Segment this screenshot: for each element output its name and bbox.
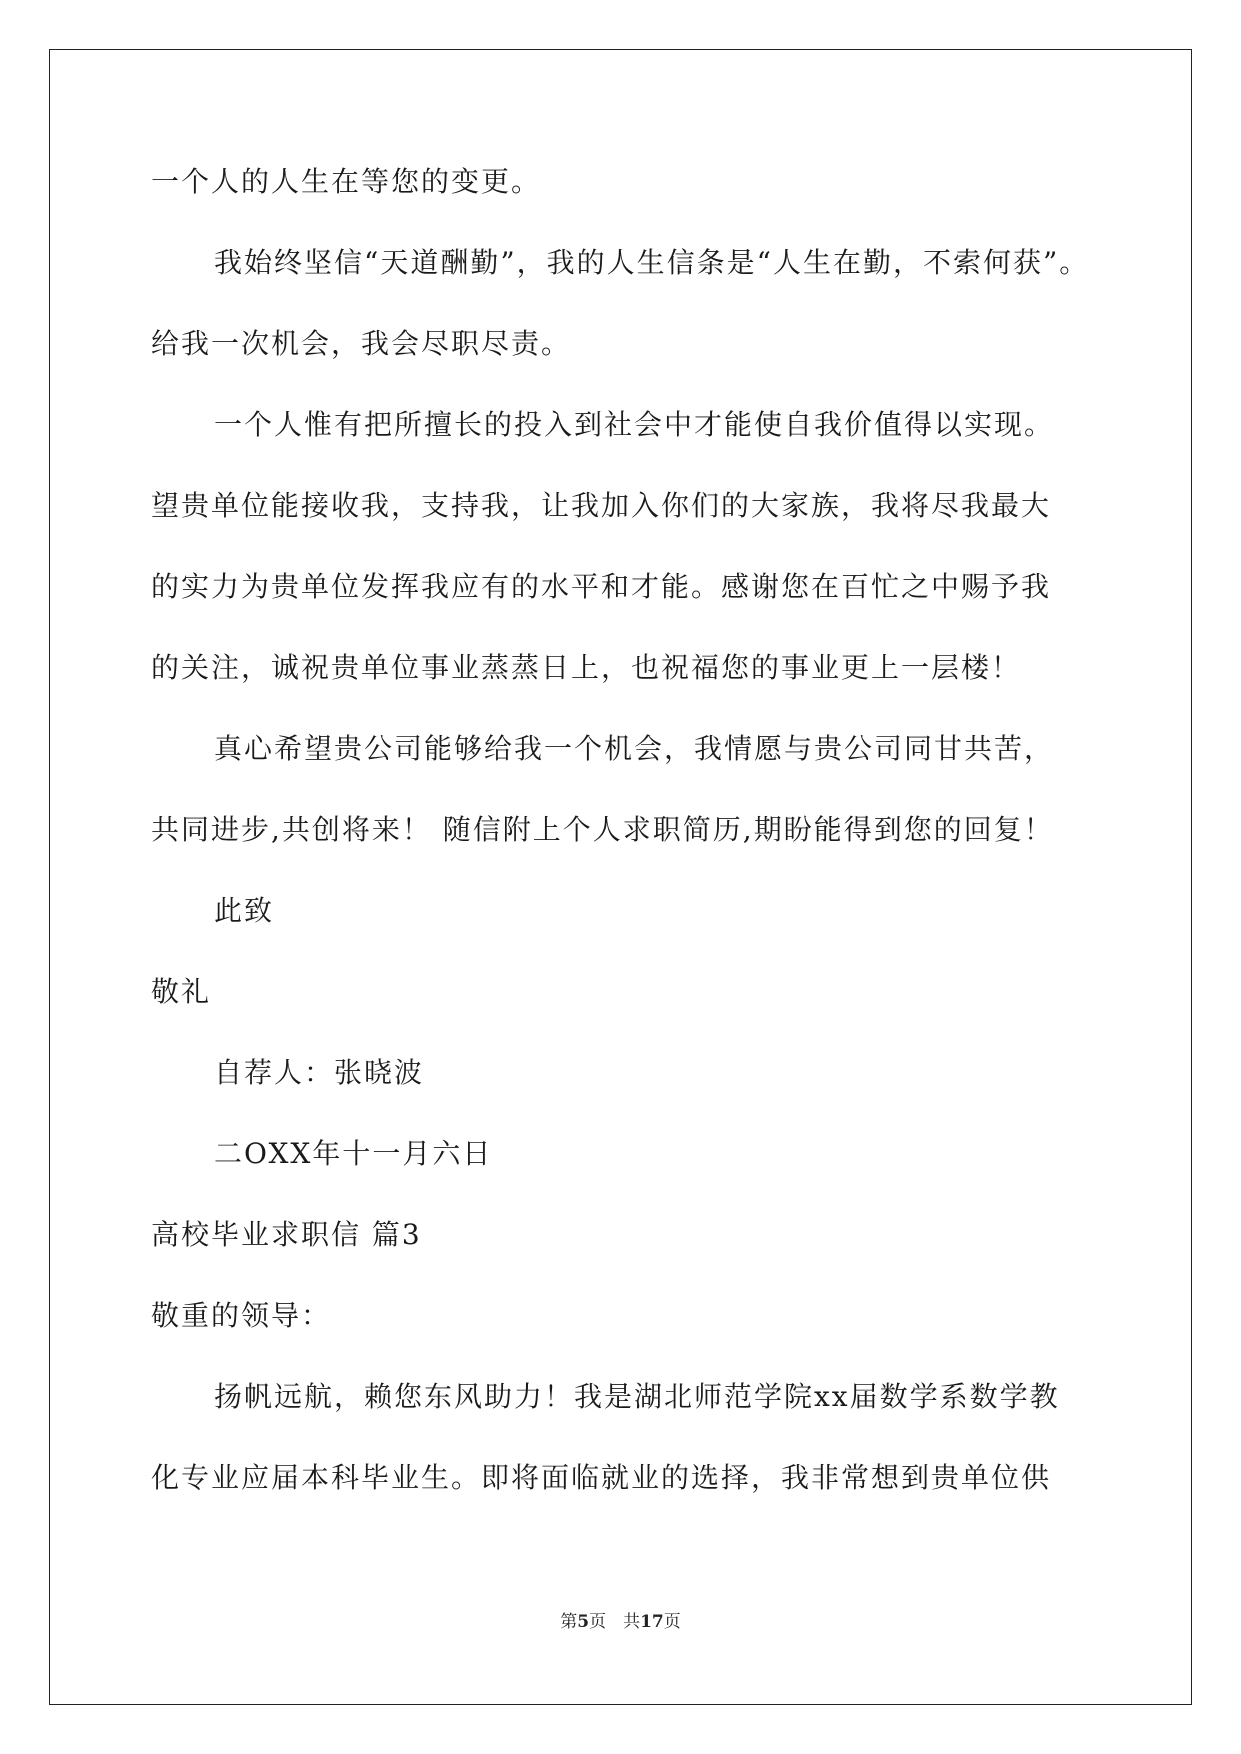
- closing-regards: 敬礼: [151, 975, 212, 1008]
- text-line: 一个人的人生在等您的变更。: [151, 165, 542, 198]
- greeting-line: 敬重的领导：: [151, 1299, 332, 1332]
- text-line: 化专业应届本科毕业生。即将面临就业的选择，我非常想到贵单位供: [151, 1461, 1052, 1494]
- document-body: [151, 162, 1091, 1539]
- section-heading: 高校毕业求职信 篇3: [151, 1218, 422, 1251]
- text-line: 扬帆远航，赖您东风助力！我是湖北师范学院xx届数学系数学教: [214, 1380, 1060, 1413]
- date-line: 二OXX年十一月六日: [214, 1137, 493, 1170]
- text-line: 的关注，诚祝贵单位事业蒸蒸日上，也祝福您的事业更上一层楼！: [151, 651, 1022, 684]
- footer-prefix: 第: [560, 1612, 578, 1632]
- footer-total-pages: 17: [640, 1612, 664, 1632]
- text-line: 给我一次机会，我会尽职尽责。: [151, 327, 572, 360]
- text-line: 一个人惟有把所擅长的投入到社会中才能使自我价值得以实现。: [214, 408, 1055, 441]
- signature-line: 自荐人：张晓波: [214, 1056, 425, 1089]
- footer-middle: 页 共: [589, 1612, 641, 1632]
- text-line: 的实力为贵单位发挥我应有的水平和才能。感谢您在百忙之中赐予我: [151, 570, 1052, 603]
- footer-page-number: 5: [577, 1612, 590, 1632]
- text-line: 真心希望贵公司能够给我一个机会，我情愿与贵公司同甘共苦，: [214, 732, 1055, 765]
- text-line: 望贵单位能接收我，支持我，让我加入你们的大家族，我将尽我最大: [151, 489, 1052, 522]
- page-footer: [0, 1611, 1241, 1633]
- text-line: 我始终坚信“天道酬勤”，我的人生信条是“人生在勤，不索何获”。: [214, 246, 1090, 279]
- footer-suffix: 页: [663, 1612, 681, 1632]
- text-line: 共同进步,共创将来！ 随信附上个人求职简历,期盼能得到您的回复！: [151, 813, 1054, 846]
- closing-salutation: 此致: [214, 894, 275, 927]
